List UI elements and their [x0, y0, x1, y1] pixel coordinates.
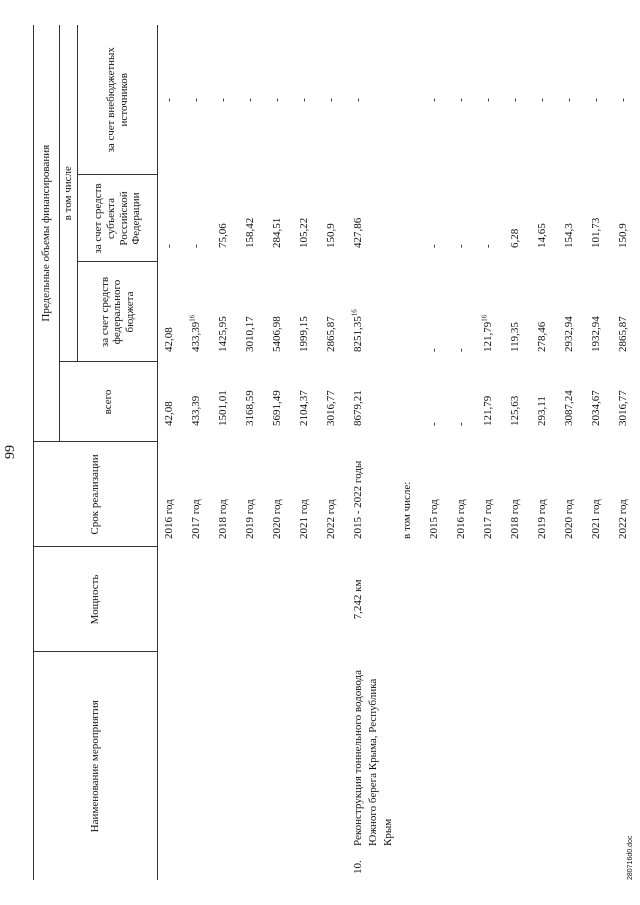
row-term: [293, 442, 320, 547]
table-row: [212, 25, 239, 880]
row-extra: [450, 25, 477, 175]
table-body: [158, 25, 640, 880]
row-total: [320, 362, 347, 442]
table-row: [347, 25, 396, 880]
row-federal: [612, 262, 639, 362]
row-number: [423, 852, 450, 880]
row-region-text: 150,9: [617, 223, 629, 248]
row-name: [212, 652, 239, 852]
financing-table: [33, 25, 639, 880]
header-federal: за счет средств федерального бюджета: [78, 262, 158, 362]
table-row: [423, 25, 450, 880]
row-name: [266, 652, 293, 852]
row-total: [347, 362, 396, 442]
row-term: [585, 442, 612, 547]
header-region: за счет средств субъекта Российской Федерации: [78, 175, 158, 262]
header-name: Наименование мероприятия: [34, 652, 158, 880]
header-power: Мощность: [34, 547, 158, 652]
footnote-mark: 16: [480, 314, 489, 322]
row-total-text: 3087,24: [563, 390, 575, 426]
row-power: [347, 547, 396, 652]
row-number: [504, 852, 531, 880]
row-total: [504, 362, 531, 442]
table-row: [585, 25, 612, 880]
row-term-text: 2022 год: [325, 499, 337, 539]
row-extra-text: -: [617, 98, 629, 102]
row-region: [320, 175, 347, 262]
row-region-text: -: [455, 244, 467, 248]
row-extra: [185, 25, 212, 175]
row-total-text: 125,63: [509, 395, 521, 426]
row-power: [185, 547, 212, 652]
row-total: [158, 362, 186, 442]
row-power: [504, 547, 531, 652]
row-term-text: 2019 год: [244, 499, 256, 539]
row-extra-text: -: [298, 98, 310, 102]
footnote-mark: 16: [188, 314, 197, 322]
row-power: [450, 547, 477, 652]
row-total: [450, 362, 477, 442]
table-row: [531, 25, 558, 880]
row-extra: [477, 25, 504, 175]
row-extra: [612, 25, 639, 175]
row-total: [185, 362, 212, 442]
row-power: [239, 547, 266, 652]
row-extra-text: -: [590, 98, 602, 102]
row-number: [158, 852, 186, 880]
row-total-text: 2034,67: [590, 390, 602, 426]
table-row: [477, 25, 504, 880]
row-term: [185, 442, 212, 547]
row-total-text: -: [428, 422, 440, 426]
row-total: [239, 362, 266, 442]
row-extra: [585, 25, 612, 175]
row-name: [239, 652, 266, 852]
row-region: [158, 175, 186, 262]
row-region: [477, 175, 504, 262]
row-term: [212, 442, 239, 547]
header-extra: за счет внебюджетных источников: [78, 25, 158, 175]
row-federal: [212, 262, 239, 362]
row-term: [558, 442, 585, 547]
row-extra: [158, 25, 186, 175]
row-region-text: 6,28: [509, 228, 521, 248]
row-number: [531, 852, 558, 880]
table-row: [558, 25, 585, 880]
row-federal-text: 278,46: [536, 321, 548, 352]
row-extra-text: -: [325, 98, 337, 102]
row-term: [531, 442, 558, 547]
row-total: [266, 362, 293, 442]
row-power: [585, 547, 612, 652]
row-region-text: 284,51: [271, 217, 283, 248]
row-number: [320, 852, 347, 880]
row-region: [558, 175, 585, 262]
row-power: [320, 547, 347, 652]
row-extra-text: -: [271, 98, 283, 102]
row-extra: [423, 25, 450, 175]
row-term-text: 2016 год: [455, 499, 467, 539]
row-number: [396, 852, 423, 880]
row-region: [239, 175, 266, 262]
row-power: [212, 547, 239, 652]
row-federal: [347, 262, 396, 362]
row-federal-text: 2865,87: [617, 316, 629, 352]
row-term: [239, 442, 266, 547]
row-term-text: 2017 год: [482, 499, 494, 539]
row-extra: [504, 25, 531, 175]
row-number: [450, 852, 477, 880]
row-term: [450, 442, 477, 547]
row-power: [266, 547, 293, 652]
row-region-text: 14,65: [536, 223, 548, 248]
row-region-text: -: [163, 244, 175, 248]
row-total: [212, 362, 239, 442]
row-region-text: 158,42: [244, 217, 256, 248]
row-power: [158, 547, 186, 652]
row-region-text: -: [482, 244, 494, 248]
row-name: [504, 652, 531, 852]
row-name: [158, 652, 186, 852]
row-total-text: 1501,01: [217, 390, 229, 426]
row-federal: [239, 262, 266, 362]
row-federal: [558, 262, 585, 362]
row-extra-text: -: [509, 98, 521, 102]
row-region: [612, 175, 639, 262]
row-number: [212, 852, 239, 880]
row-term-text: 2015 год: [428, 499, 440, 539]
row-extra: [396, 25, 423, 175]
row-name: [320, 652, 347, 852]
row-term-text: 2016 год: [163, 499, 175, 539]
table-row: [504, 25, 531, 880]
row-extra: [347, 25, 396, 175]
row-extra-text: -: [163, 98, 175, 102]
row-power: [612, 547, 639, 652]
row-extra: [293, 25, 320, 175]
row-number-text: 10.: [352, 860, 364, 874]
row-total-text: 2104,37: [298, 390, 310, 426]
row-federal-text: 121,79: [482, 321, 494, 352]
row-total: [423, 362, 450, 442]
row-name: [185, 652, 212, 852]
row-number: [477, 852, 504, 880]
row-extra-text: -: [244, 98, 256, 102]
row-total: [293, 362, 320, 442]
row-extra-text: -: [482, 98, 494, 102]
table-header: [34, 25, 158, 880]
row-number: [558, 852, 585, 880]
table-row: [396, 25, 423, 880]
row-federal-text: 42,08: [163, 327, 175, 352]
row-term: [266, 442, 293, 547]
row-total-text: 293,11: [536, 396, 548, 426]
row-region-text: 154,3: [563, 223, 575, 248]
row-number: [585, 852, 612, 880]
row-number: [266, 852, 293, 880]
row-term: [612, 442, 639, 547]
row-total-text: 8679,21: [352, 390, 364, 426]
row-federal-text: 1999,15: [298, 316, 310, 352]
row-federal-text: 433,39: [190, 321, 202, 352]
row-region: [423, 175, 450, 262]
row-federal: [185, 262, 212, 362]
row-term: [396, 442, 423, 547]
row-extra-text: -: [428, 98, 440, 102]
row-federal: [396, 262, 423, 362]
row-total-text: -: [455, 422, 467, 426]
header-total: всего: [60, 362, 158, 442]
row-extra-text: -: [217, 98, 229, 102]
row-extra: [558, 25, 585, 175]
row-federal-text: 1932,94: [590, 316, 602, 352]
row-term-text: 2019 год: [536, 499, 548, 539]
row-number: [612, 852, 639, 880]
row-extra-text: -: [563, 98, 575, 102]
row-power: [293, 547, 320, 652]
row-federal: [266, 262, 293, 362]
row-name: [347, 652, 396, 852]
row-term-text: 2020 год: [563, 499, 575, 539]
row-power: [477, 547, 504, 652]
row-total: [558, 362, 585, 442]
row-total: [612, 362, 639, 442]
row-extra-text: -: [352, 98, 364, 102]
footnote-mark: 16: [350, 309, 359, 317]
row-region: [266, 175, 293, 262]
row-total-text: 3016,77: [325, 390, 337, 426]
row-total-text: 5691,49: [271, 390, 283, 426]
row-name: [612, 652, 639, 852]
row-term-text: 2021 год: [298, 499, 310, 539]
row-federal-text: 8251,35: [352, 316, 364, 352]
row-region: [531, 175, 558, 262]
row-term: [504, 442, 531, 547]
row-term: [320, 442, 347, 547]
row-region: [185, 175, 212, 262]
table-row: [239, 25, 266, 880]
row-name: [396, 652, 423, 852]
row-extra-text: -: [536, 98, 548, 102]
row-total-text: 121,79: [482, 395, 494, 426]
row-number: [293, 852, 320, 880]
row-region: [396, 175, 423, 262]
header-term: Срок реализации: [34, 442, 158, 547]
row-name: [558, 652, 585, 852]
row-name: [531, 652, 558, 852]
row-federal-text: -: [428, 348, 440, 352]
row-term-text: 2022 год: [617, 499, 629, 539]
row-region-text: 427,86: [352, 217, 364, 248]
table-row: [612, 25, 639, 880]
row-federal: [320, 262, 347, 362]
row-extra-text: -: [190, 98, 202, 102]
row-federal-text: 2932,94: [563, 316, 575, 352]
row-federal-text: 119,35: [509, 322, 521, 352]
row-name: [477, 652, 504, 852]
row-region-text: -: [190, 244, 202, 248]
row-federal: [423, 262, 450, 362]
row-power: [423, 547, 450, 652]
row-number: [239, 852, 266, 880]
row-federal: [450, 262, 477, 362]
table-row: [158, 25, 186, 880]
row-extra: [531, 25, 558, 175]
row-federal: [477, 262, 504, 362]
row-federal-text: 1425,95: [217, 316, 229, 352]
row-federal: [585, 262, 612, 362]
row-extra: [320, 25, 347, 175]
row-term-text: 2017 год: [190, 499, 202, 539]
row-region-text: 75,06: [217, 223, 229, 248]
row-name: [450, 652, 477, 852]
row-extra: [266, 25, 293, 175]
table-row: [293, 25, 320, 880]
row-term-text: 2018 год: [217, 499, 229, 539]
row-total-text: 3168,59: [244, 390, 256, 426]
row-total-text: 42,08: [163, 401, 175, 426]
row-federal: [293, 262, 320, 362]
table-row: [185, 25, 212, 880]
row-federal-text: 5406,98: [271, 316, 283, 352]
row-total: [531, 362, 558, 442]
row-region: [585, 175, 612, 262]
page-number: 99: [3, 445, 18, 459]
row-power: [396, 547, 423, 652]
row-name: [585, 652, 612, 852]
row-federal: [158, 262, 186, 362]
row-number: [185, 852, 212, 880]
row-term-text: в том числе:: [401, 481, 413, 539]
row-region: [293, 175, 320, 262]
row-region: [347, 175, 396, 262]
row-federal: [531, 262, 558, 362]
row-extra: [212, 25, 239, 175]
row-term: [347, 442, 396, 547]
row-term: [477, 442, 504, 547]
row-federal-text: 3010,17: [244, 316, 256, 352]
row-federal: [504, 262, 531, 362]
table-row: [320, 25, 347, 880]
row-total: [477, 362, 504, 442]
row-number: [347, 852, 396, 880]
row-term-text: 2018 год: [509, 499, 521, 539]
row-term: [158, 442, 186, 547]
row-extra-text: -: [455, 98, 467, 102]
row-power: [531, 547, 558, 652]
row-extra: [239, 25, 266, 175]
row-name: [423, 652, 450, 852]
row-region-text: 101,73: [590, 217, 602, 248]
row-term: [423, 442, 450, 547]
row-total-text: 433,39: [190, 395, 202, 426]
table-row: [450, 25, 477, 880]
row-name: [293, 652, 320, 852]
row-term-text: 2020 год: [271, 499, 283, 539]
row-power-text: 7,242 км: [352, 579, 364, 620]
row-region-text: -: [428, 244, 440, 248]
row-total: [585, 362, 612, 442]
row-region-text: 105,22: [298, 217, 310, 248]
document-footer: 280716d0.doc: [627, 835, 634, 880]
row-federal-text: -: [455, 348, 467, 352]
row-power: [558, 547, 585, 652]
row-total: [396, 362, 423, 442]
header-limits: Предельные объемы финансирования: [34, 25, 60, 442]
header-incl: в том числе: [60, 25, 78, 362]
table-row: [266, 25, 293, 880]
row-term-text: 2015 - 2022 годы: [352, 460, 364, 539]
row-term-text: 2021 год: [590, 499, 602, 539]
row-total-text: 3016,77: [617, 390, 629, 426]
row-federal-text: 2865,87: [325, 316, 337, 352]
row-region: [450, 175, 477, 262]
row-region: [504, 175, 531, 262]
row-name-text: Реконструкция тоннельного водовода Южного берега Крыма, Республика Крым: [352, 669, 394, 846]
row-region: [212, 175, 239, 262]
row-region-text: 150,9: [325, 223, 337, 248]
